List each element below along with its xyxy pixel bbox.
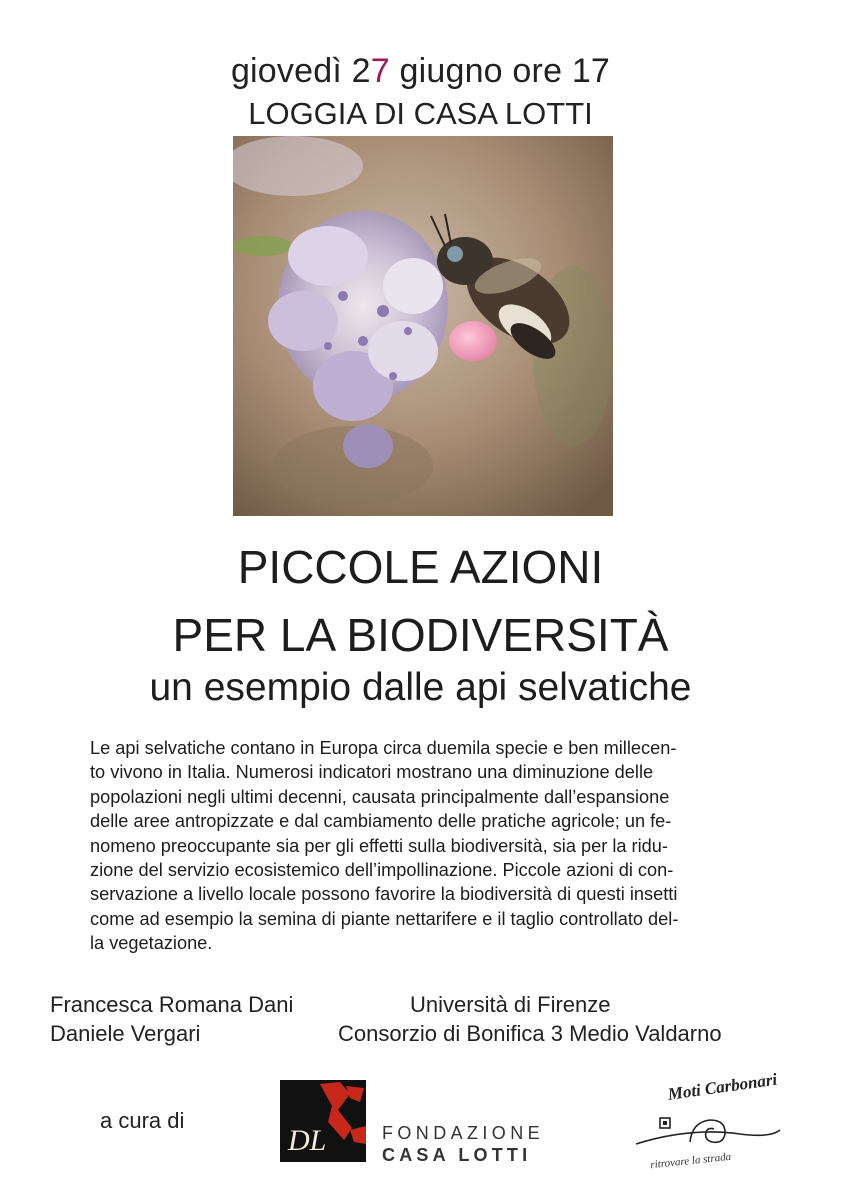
paragraph-line: popolazioni negli ultimi decenni, causata principalmente dall’espansione	[90, 786, 670, 807]
paragraph-line: Le api selvatiche contano in Europa circa duemila specie e ben millecen-	[90, 738, 677, 758]
author-name: Francesca Romana Dani	[50, 992, 294, 1017]
paragraph-line: delle aree antropizzate e dal cambiamento delle pratiche agricole; un fe-	[90, 811, 672, 832]
organization-name: Consorzio di Bonifica 3 Medio Valdarno	[338, 1021, 722, 1046]
fondazione-name-line-2: CASA LOTTI	[382, 1145, 532, 1165]
description-paragraph	[90, 736, 745, 956]
date-prefix: giovedì 2	[230, 52, 371, 90]
paragraph-line: to vivono in Italia. Numerosi indicatori mostrano una diminuzione delle	[90, 762, 654, 783]
moti-slogan-text: ritrovare la strada	[649, 1150, 732, 1172]
dl-logo-text: DL	[288, 1124, 327, 1157]
paragraph-line: servazione a livello locale possono favorire la biodiversità di questi insetti	[90, 884, 678, 905]
event-venue: LOGGIA DI CASA LOTTI	[248, 96, 593, 131]
fondazione-dl-logo-icon	[280, 1080, 366, 1162]
paragraph-line: nomeno preoccupante sia per gli effetti sulla biodiversità, sia per la ridu-	[90, 835, 668, 856]
subtitle: un esempio dalle api selvatiche	[149, 666, 692, 709]
main-title-line-2: PER LA BIODIVERSITÀ	[172, 609, 669, 661]
author-name: Daniele Vergari	[50, 1021, 201, 1046]
moti-carbonari-logo-icon	[630, 1072, 790, 1172]
paragraph-line: la vegetazione.	[90, 933, 213, 954]
organization-name: Università di Firenze	[410, 992, 611, 1017]
bee-photo	[233, 136, 613, 516]
paragraph-line: come ad esempio la semina di piante nettarifere e il taglio controllato del-	[90, 908, 679, 929]
date-highlight: 7	[370, 52, 390, 90]
bee-on-flower-illustration	[233, 136, 613, 516]
event-date	[0, 52, 841, 91]
main-title-line-1: PICCOLE AZIONI	[237, 541, 604, 593]
date-suffix: giugno ore 17	[389, 52, 611, 90]
paragraph-line: zione del servizio ecosistemico dell’impollinazione. Piccole azioni di con-	[90, 860, 674, 881]
curated-by-label: a cura di	[100, 1108, 185, 1133]
fondazione-name-line-1: FONDAZIONE	[382, 1123, 545, 1143]
moti-title-text: Moti Carbonari	[666, 1072, 779, 1104]
